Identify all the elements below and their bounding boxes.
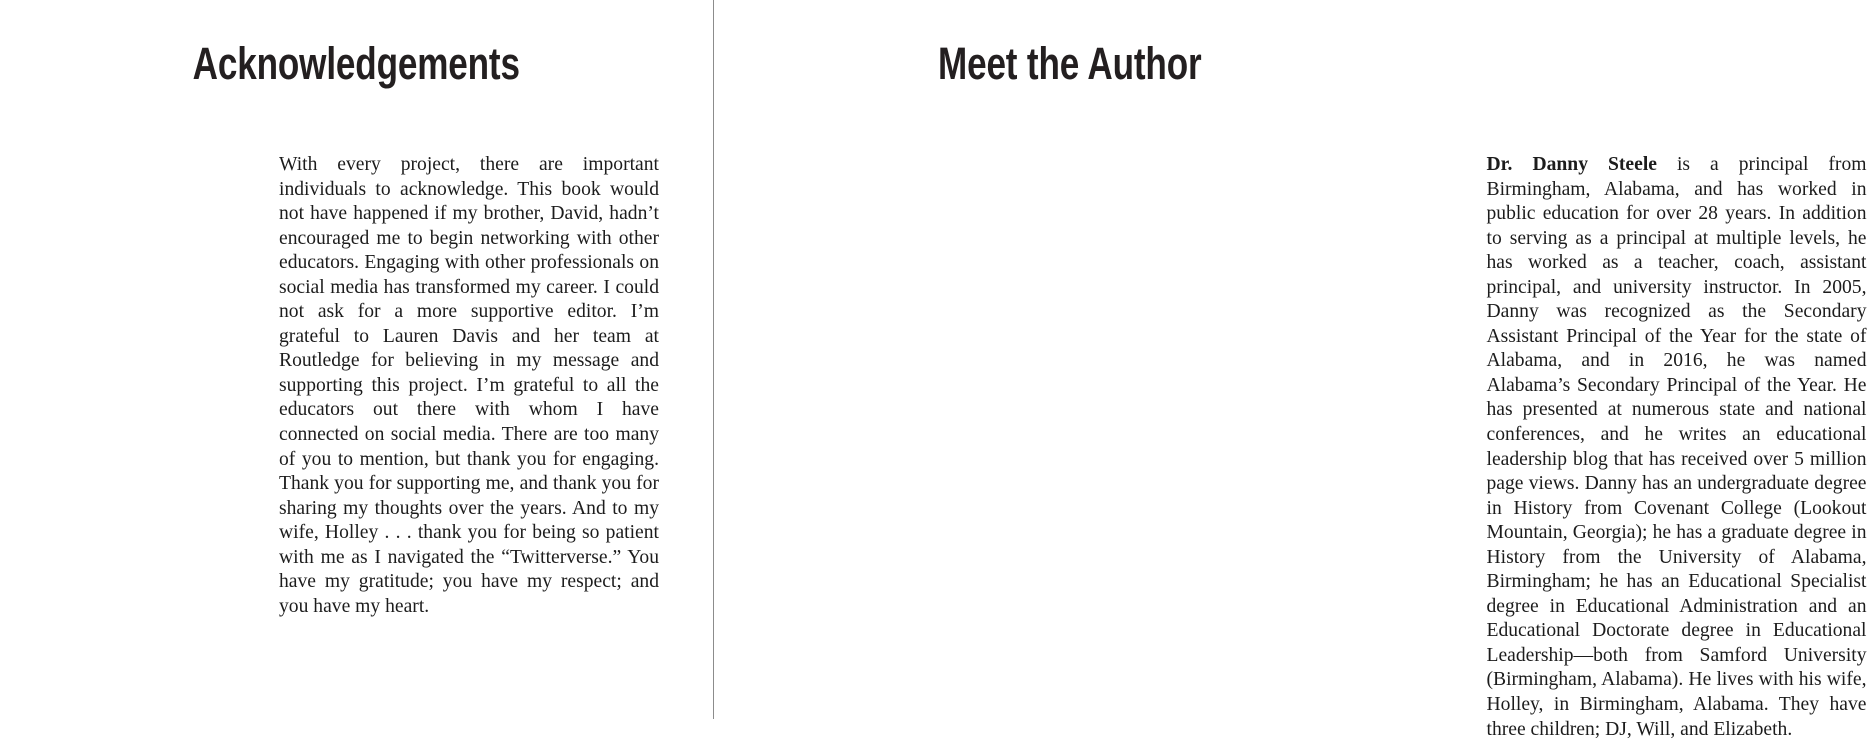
author-bio-text: is a principal from Birmingham, Alabama, and has worked in public education for over 28 years. In addition to serving as a principal at multiple levels, he has worked as a teacher, coach, assistant principal, and university instructor. In 2005, Danny was recognized as the Secondary Assistant Principal of the Year for the state of Alabama, and in 2016, he was named Alabama’s Secondary Principal of the Year. He has presented at numerous state and national conferences, and he writes an educational leadership blog that has received over 5 million page views. Danny has an undergraduate degree in History from Covenant College (Lookout Mountain, Georgia); he has a graduate degree in History from the University of Alabama, Birmingham; he has an Educational Specialist degree in Educational Administration and an Educational Doctorate degree in Educational Leadership—both from Samford University (Birmingham, Alabama). He lives with his wife, Holley, in Birmingham, Alabama. They have three children; DJ, Will, and Elizabeth. [1486,154,1867,740]
acknowledgements-body [279,153,659,619]
author-name: Dr. Danny Steele [1486,154,1657,175]
meet-the-author-heading: Meet the Author [937,38,1201,89]
author-bio-paragraph [1487,153,1867,742]
acknowledgements-heading: Acknowledgements [192,38,520,89]
acknowledgements-paragraph: With every project, there are important individuals to acknowledge. This book would not have happened if my brother, David, hadn’t encouraged me to begin networking with other educators. Engaging with other professionals on social media has transformed my career. I could not ask for a more supportive editor. I’m grateful to Lauren Davis and her team at Routledge for believing in my message and supporting this project. I’m grateful to all the educators out there with whom I have connected on social media. There are too many of you to mention, but thank you for engaging. Thank you for supporting me, and thank you for sharing my thoughts over the years. And to my wife, Holley . . . thank you for being so patient with me as I navigated the “Twitterverse.” You have my gratitude; you have my respect; and you have my heart. [279,154,659,617]
author-bio-body [1487,153,1867,742]
left-page [0,0,713,719]
right-page [713,0,1867,740]
